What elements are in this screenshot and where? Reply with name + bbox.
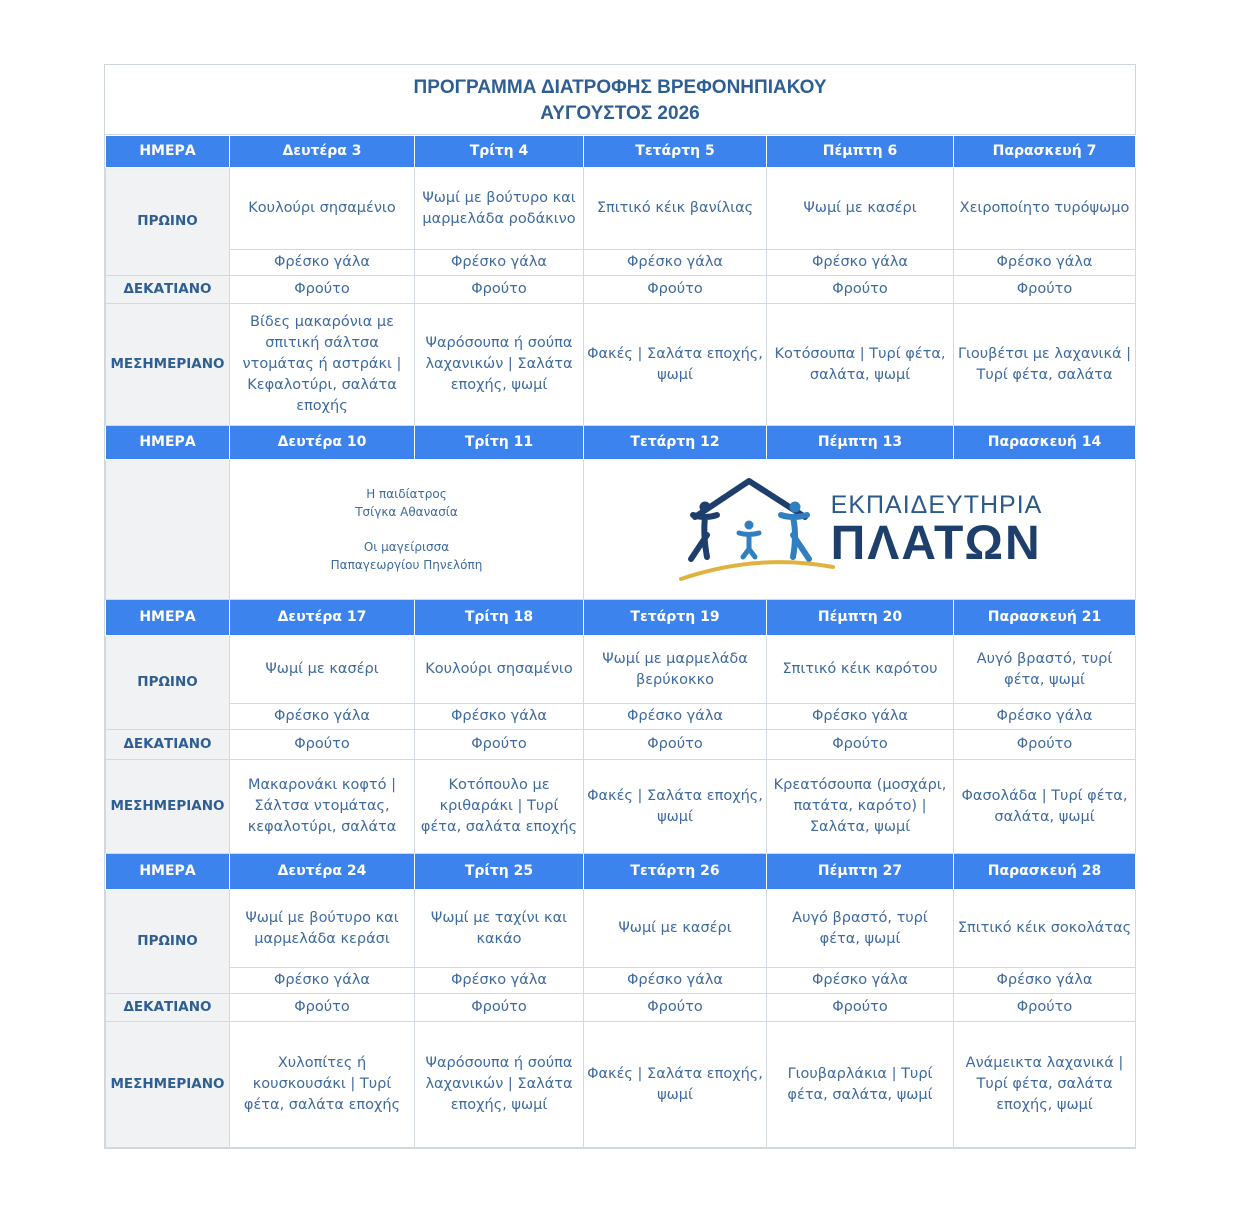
week-1-header-row xyxy=(106,136,1136,168)
day-label: ΗΜΕΡΑ xyxy=(106,600,230,636)
milk-cell: Φρέσκο γάλα xyxy=(767,704,954,730)
snack-label: ΔΕΚΑΤΙΑΝΟ xyxy=(106,276,230,304)
day-header: Πέμπτη 13 xyxy=(767,426,954,460)
lunch-cell: Κοτόπουλο με κριθαράκι | Τυρί φέτα, σαλάτα εποχής xyxy=(415,760,584,854)
snack-row xyxy=(106,276,1136,304)
day-header: Παρασκευή 21 xyxy=(954,600,1136,636)
breakfast-row xyxy=(106,636,1136,704)
snack-label: ΔΕΚΑΤΙΑΝΟ xyxy=(106,730,230,760)
day-header: Δευτέρα 24 xyxy=(230,854,415,890)
snack-cell: Φρούτο xyxy=(415,730,584,760)
snack-cell: Φρούτο xyxy=(954,276,1136,304)
day-header: Πέμπτη 20 xyxy=(767,600,954,636)
milk-row xyxy=(106,250,1136,276)
snack-cell: Φρούτο xyxy=(767,730,954,760)
lunch-label: ΜΕΣΗΜΕΡΙΑΝΟ xyxy=(106,760,230,854)
snack-cell: Φρούτο xyxy=(954,730,1136,760)
lunch-cell: Ψαρόσουπα ή σούπα λαχανικών | Σαλάτα εποχής, ψωμί xyxy=(415,1022,584,1148)
breakfast-cell: Ψωμί με κασέρι xyxy=(584,890,767,968)
breakfast-row xyxy=(106,168,1136,250)
breakfast-cell: Ψωμί με κασέρι xyxy=(767,168,954,250)
week-2-header-row xyxy=(106,426,1136,460)
snack-cell: Φρούτο xyxy=(954,994,1136,1022)
snack-cell: Φρούτο xyxy=(230,276,415,304)
day-header: Τετάρτη 5 xyxy=(584,136,767,168)
day-header: Τρίτη 25 xyxy=(415,854,584,890)
page-title xyxy=(105,65,1135,135)
week-3-header-row xyxy=(106,600,1136,636)
logo-name: ΠΛΑΤΩΝ xyxy=(830,516,1042,570)
snack-cell: Φρούτο xyxy=(230,730,415,760)
snack-cell: Φρούτο xyxy=(584,730,767,760)
lunch-cell: Κοτόσουπα | Τυρί φέτα, σαλάτα, ψωμί xyxy=(767,304,954,426)
day-header: Δευτέρα 17 xyxy=(230,600,415,636)
day-label: ΗΜΕΡΑ xyxy=(106,426,230,460)
breakfast-cell: Ψωμί με βούτυρο και μαρμελάδα ροδάκινο xyxy=(415,168,584,250)
snack-row xyxy=(106,994,1136,1022)
milk-cell: Φρέσκο γάλα xyxy=(954,968,1136,994)
milk-cell: Φρέσκο γάλα xyxy=(415,250,584,276)
lunch-cell: Γιουβαρλάκια | Τυρί φέτα, σαλάτα, ψωμί xyxy=(767,1022,954,1148)
lunch-cell: Φακές | Σαλάτα εποχής, ψωμί xyxy=(584,760,767,854)
breakfast-cell: Ψωμί με κασέρι xyxy=(230,636,415,704)
milk-cell: Φρέσκο γάλα xyxy=(415,968,584,994)
school-logo xyxy=(584,460,1136,600)
cook-title: Οι μαγείρισσα xyxy=(363,540,450,554)
milk-cell: Φρέσκο γάλα xyxy=(954,250,1136,276)
pediatrician-name: Τσίγκα Αθανασία xyxy=(355,505,458,519)
title-line-2: ΑΥΓΟΥΣΤΟΣ 2026 xyxy=(540,103,700,124)
milk-cell: Φρέσκο γάλα xyxy=(230,250,415,276)
milk-row xyxy=(106,704,1136,730)
snack-cell: Φρούτο xyxy=(415,994,584,1022)
lunch-cell: Ανάμεικτα λαχανικά | Τυρί φέτα, σαλάτα εποχής, ψωμί xyxy=(954,1022,1136,1148)
breakfast-label: ΠΡΩΙΝΟ xyxy=(106,890,230,994)
week-4-header-row xyxy=(106,854,1136,890)
breakfast-label: ΠΡΩΙΝΟ xyxy=(106,168,230,276)
menu-sheet xyxy=(104,64,1136,1149)
breakfast-cell: Αυγό βραστό, τυρί φέτα, ψωμί xyxy=(954,636,1136,704)
snack-row xyxy=(106,730,1136,760)
breakfast-cell: Σπιτικό κέικ καρότου xyxy=(767,636,954,704)
menu-table xyxy=(105,135,1136,1148)
snack-cell: Φρούτο xyxy=(230,994,415,1022)
milk-cell: Φρέσκο γάλα xyxy=(230,968,415,994)
lunch-label: ΜΕΣΗΜΕΡΙΑΝΟ xyxy=(106,304,230,426)
milk-cell: Φρέσκο γάλα xyxy=(415,704,584,730)
title-line-1: ΠΡΟΓΡΑΜΜΑ ΔΙΑΤΡΟΦΗΣ ΒΡΕΦΟΝΗΠΙΑΚΟΥ xyxy=(413,77,827,98)
snack-cell: Φρούτο xyxy=(584,994,767,1022)
lunch-cell: Φασολάδα | Τυρί φέτα, σαλάτα, ψωμί xyxy=(954,760,1136,854)
day-header: Τετάρτη 19 xyxy=(584,600,767,636)
lunch-cell: Φακές | Σαλάτα εποχής, ψωμί xyxy=(584,304,767,426)
breakfast-cell: Ψωμί με βούτυρο και μαρμελάδα κεράσι xyxy=(230,890,415,968)
day-header: Παρασκευή 14 xyxy=(954,426,1136,460)
milk-row xyxy=(106,968,1136,994)
holiday-row xyxy=(106,460,1136,600)
breakfast-row xyxy=(106,890,1136,968)
day-header: Πέμπτη 27 xyxy=(767,854,954,890)
day-header: Τετάρτη 26 xyxy=(584,854,767,890)
lunch-cell: Κρεατόσουπα (μοσχάρι, πατάτα, καρότο) | Σαλάτα, ψωμί xyxy=(767,760,954,854)
milk-cell: Φρέσκο γάλα xyxy=(767,250,954,276)
day-header: Τετάρτη 12 xyxy=(584,426,767,460)
breakfast-cell: Αυγό βραστό, τυρί φέτα, ψωμί xyxy=(767,890,954,968)
pediatrician-title: Η παιδίατρος xyxy=(366,487,447,501)
snack-cell: Φρούτο xyxy=(584,276,767,304)
lunch-row xyxy=(106,760,1136,854)
breakfast-label: ΠΡΩΙΝΟ xyxy=(106,636,230,730)
breakfast-cell: Κουλούρι σησαμένιο xyxy=(230,168,415,250)
breakfast-cell: Κουλούρι σησαμένιο xyxy=(415,636,584,704)
cook-name: Παπαγεωργίου Πηνελόπη xyxy=(330,558,483,572)
lunch-cell: Χυλοπίτες ή κουσκουσάκι | Τυρί φέτα, σαλάτα εποχής xyxy=(230,1022,415,1148)
breakfast-cell: Σπιτικό κέικ σοκολάτας xyxy=(954,890,1136,968)
milk-cell: Φρέσκο γάλα xyxy=(584,968,767,994)
empty-label-cell xyxy=(106,460,230,600)
day-header: Παρασκευή 28 xyxy=(954,854,1136,890)
lunch-cell: Γιουβέτσι με λαχανικά | Τυρί φέτα, σαλάτα xyxy=(954,304,1136,426)
lunch-cell: Φακές | Σαλάτα εποχής, ψωμί xyxy=(584,1022,767,1148)
lunch-label: ΜΕΣΗΜΕΡΙΑΝΟ xyxy=(106,1022,230,1148)
milk-cell: Φρέσκο γάλα xyxy=(954,704,1136,730)
snack-cell: Φρούτο xyxy=(767,994,954,1022)
milk-cell: Φρέσκο γάλα xyxy=(584,704,767,730)
day-header: Δευτέρα 10 xyxy=(230,426,415,460)
logo-house-family-icon xyxy=(677,475,837,585)
milk-cell: Φρέσκο γάλα xyxy=(767,968,954,994)
day-header: Παρασκευή 7 xyxy=(954,136,1136,168)
day-label: ΗΜΕΡΑ xyxy=(106,854,230,890)
day-header: Τρίτη 18 xyxy=(415,600,584,636)
breakfast-cell: Ψωμί με μαρμελάδα βερύκοκκο xyxy=(584,636,767,704)
breakfast-cell: Σπιτικό κέικ βανίλιας xyxy=(584,168,767,250)
breakfast-cell: Χειροποίητο τυρόψωμο xyxy=(954,168,1136,250)
lunch-cell: Μακαρονάκι κοφτό | Σάλτσα ντομάτας, κεφαλοτύρι, σαλάτα xyxy=(230,760,415,854)
day-header: Τρίτη 11 xyxy=(415,426,584,460)
snack-cell: Φρούτο xyxy=(767,276,954,304)
day-header: Δευτέρα 3 xyxy=(230,136,415,168)
lunch-row xyxy=(106,1022,1136,1148)
logo-subtitle: ΕΚΠΑΙΔΕΥΤΗΡΙΑ xyxy=(830,490,1043,519)
lunch-row xyxy=(106,304,1136,426)
snack-label: ΔΕΚΑΤΙΑΝΟ xyxy=(106,994,230,1022)
milk-cell: Φρέσκο γάλα xyxy=(584,250,767,276)
day-header: Πέμπτη 6 xyxy=(767,136,954,168)
staff-notes xyxy=(230,460,584,600)
day-header: Τρίτη 4 xyxy=(415,136,584,168)
snack-cell: Φρούτο xyxy=(415,276,584,304)
breakfast-cell: Ψωμί με ταχίνι και κακάο xyxy=(415,890,584,968)
day-label: ΗΜΕΡΑ xyxy=(106,136,230,168)
lunch-cell: Ψαρόσουπα ή σούπα λαχανικών | Σαλάτα εποχής, ψωμί xyxy=(415,304,584,426)
milk-cell: Φρέσκο γάλα xyxy=(230,704,415,730)
lunch-cell: Βίδες μακαρόνια με σπιτική σάλτσα ντομάτας ή αστράκι | Κεφαλοτύρι, σαλάτα εποχής xyxy=(230,304,415,426)
